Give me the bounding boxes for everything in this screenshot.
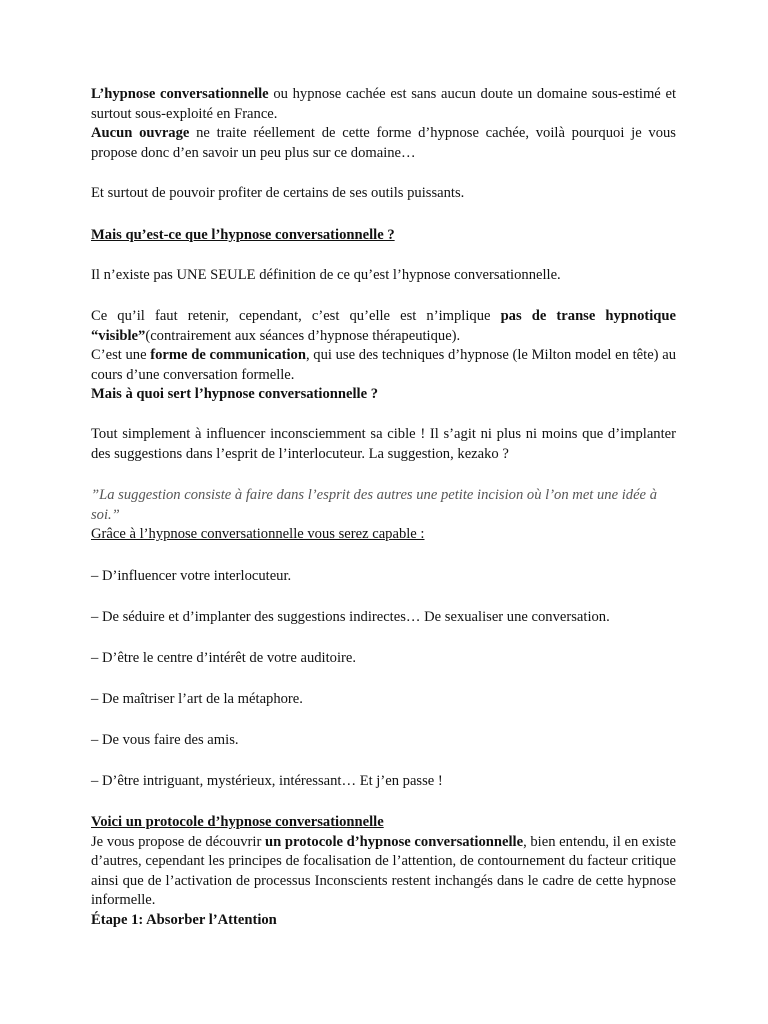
retain-text-3: C’est une [91, 347, 151, 363]
protocol-text-2: , bien entendu, il en existe d’autres, cependant les principes de focalisation de l’attention, de contournement du facteur critique ainsi que de l’activation de processus Inconscients restent inchangés dans le cadre de cette hypnose informelle. [91, 833, 676, 908]
list-item: – D’être le centre d’intérêt de votre auditoire. [91, 650, 356, 666]
protocol-text-1: Je vous propose de découvrir [91, 833, 265, 850]
protocol-strong-1: un protocole d’hypnose conversationnelle [265, 833, 524, 850]
retain-text-1: Ce qu’il faut retenir, cependant, c’est qu’elle est n’implique [91, 308, 501, 324]
list-item: – De vous faire des amis. [91, 732, 239, 748]
heading-capable: Grâce à l’hypnose conversationnelle vous serez capable : [91, 526, 425, 542]
retain-text-4: , qui use des techniques d’hypnose (le Milton model en tête) au cours d’une conversation formelle. [91, 347, 676, 383]
heading-use: Mais à quoi sert l’hypnose conversationnelle ? [91, 386, 379, 402]
intro-paragraph [91, 85, 676, 163]
protocol-paragraph [91, 813, 676, 930]
heading-protocol: Voici un protocole d’hypnose conversationnelle [91, 814, 384, 830]
intro-text-1: ou hypnose cachée est sans aucun doute un domaine sous-estimé et surtout sous-exploité en France. [91, 86, 676, 122]
intro-text-2: ne traite réellement de cette forme d’hypnose cachée, voilà pourquoi je vous propose donc d’en savoir un peu plus sur ce domaine… [91, 125, 676, 161]
intro-strong-1: L’hypnose conversationnelle [91, 86, 269, 102]
retain-text-2: (contrairement aux séances d’hypnose thérapeutique). [145, 327, 461, 344]
list-item: – De maîtriser l’art de la métaphore. [91, 691, 303, 707]
list-item: – D’être intriguant, mystérieux, intéressant… Et j’en passe ! [91, 773, 443, 789]
heading-what-text: Mais qu’est-ce que l’hypnose conversationnelle ? [91, 227, 395, 243]
tools-paragraph: Et surtout de pouvoir profiter de certains de ses outils puissants. [91, 185, 465, 201]
quote-block [91, 486, 676, 545]
retain-strong-2: forme de communication [150, 347, 306, 363]
suggestion-quote: ”La suggestion consiste à faire dans l’esprit des autres une petite incision où l’on met une idée à soi.” [91, 487, 657, 523]
intro-strong-2: Aucun ouvrage [91, 125, 190, 141]
definition-paragraph: Il n’existe pas UNE SEULE définition de ce qu’est l’hypnose conversationnelle. [91, 267, 561, 283]
heading-step-1: Étape 1: Absorber l’Attention [91, 911, 277, 928]
retain-strong-1: pas de transe hypnotique “visible” [91, 308, 677, 344]
heading-what [91, 226, 676, 246]
influence-paragraph: Tout simplement à influencer inconsciemment sa cible ! Il s’agit ni plus ni moins que d’implanter des suggestions dans l’esprit de l’interlocuteur. La suggestion, kezako ? [91, 426, 676, 462]
list-item: – De séduire et d’implanter des suggestions indirectes… De sexualiser une conversation. [91, 609, 610, 625]
retain-paragraph [91, 307, 676, 405]
list-item: – D’influencer votre interlocuteur. [91, 568, 292, 584]
